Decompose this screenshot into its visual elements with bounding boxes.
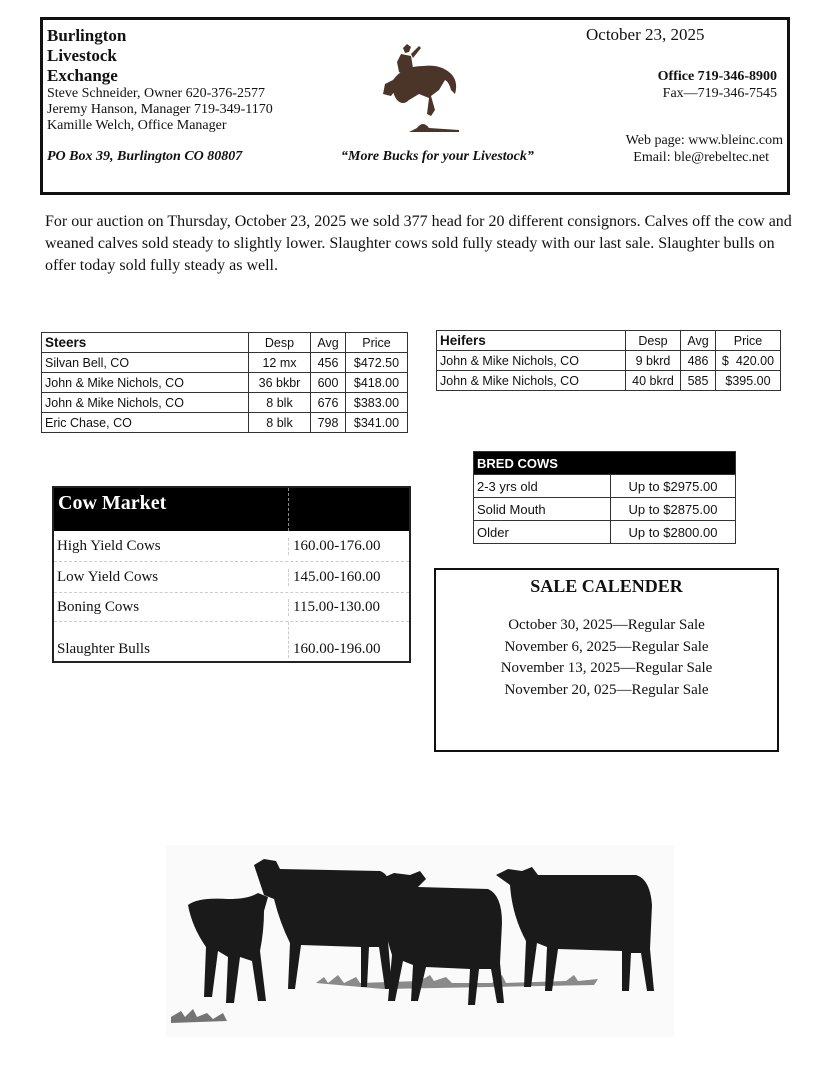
category-cell: Older xyxy=(474,521,611,544)
company-line: Exchange xyxy=(47,66,118,85)
bred-cows-table xyxy=(473,451,736,544)
price-cell: $418.00 xyxy=(346,373,408,393)
table-row xyxy=(54,592,409,621)
category-cell: Boning Cows xyxy=(54,599,289,616)
table-row xyxy=(437,371,781,391)
newsletter-date: October 23, 2025 xyxy=(586,25,705,44)
desp-cell: 36 bkbr xyxy=(249,373,311,393)
desp-cell: 8 blk xyxy=(249,413,311,433)
desp-cell: 9 bkrd xyxy=(626,351,681,371)
consignor-cell: John & Mike Nichols, CO xyxy=(42,373,249,393)
price-cell: $ 420.00 xyxy=(716,351,781,371)
category-cell: Low Yield Cows xyxy=(54,569,289,586)
avg-cell: 600 xyxy=(311,373,346,393)
table-row xyxy=(474,498,736,521)
category-cell: 2-3 yrs old xyxy=(474,475,611,498)
column-header: Steers xyxy=(42,333,249,353)
web-page-link[interactable]: Web page: www.bleinc.com xyxy=(625,133,783,148)
price-cell: Up to $2800.00 xyxy=(611,521,736,544)
table-row xyxy=(42,373,408,393)
table-header-row xyxy=(437,331,781,351)
avg-cell: 798 xyxy=(311,413,346,433)
avg-cell: 585 xyxy=(681,371,716,391)
sale-date: November 13, 2025—Regular Sale xyxy=(500,660,713,676)
table-row xyxy=(474,475,736,498)
column-header: Avg xyxy=(311,333,346,353)
consignor-cell: John & Mike Nichols, CO xyxy=(42,393,249,413)
table-row xyxy=(474,521,736,544)
consignor-cell: Silvan Bell, CO xyxy=(42,353,249,373)
sale-calendar-title: SALE CALENDER xyxy=(530,576,683,596)
price-range-cell: 160.00-196.00 xyxy=(293,641,381,657)
table-row xyxy=(42,413,408,433)
column-header: Avg xyxy=(681,331,716,351)
category-cell: Slaughter Bulls xyxy=(54,622,289,658)
avg-cell: 456 xyxy=(311,353,346,373)
office-phone: Office 719-346-8900 xyxy=(657,69,777,84)
email-link[interactable]: Email: ble@rebeltec.net xyxy=(633,150,769,165)
sale-calendar-box xyxy=(434,568,779,752)
cow-market-title: Cow Market xyxy=(54,488,289,531)
table-row xyxy=(42,353,408,373)
heifers-table xyxy=(436,330,781,391)
table-row xyxy=(54,621,409,661)
steers-table xyxy=(41,332,408,433)
cow-market-table xyxy=(52,486,411,663)
table-row xyxy=(42,393,408,413)
sale-date: November 20, 025—Regular Sale xyxy=(504,681,709,698)
category-cell: High Yield Cows xyxy=(54,538,289,555)
column-header: Price xyxy=(716,331,781,351)
consignor-cell: John & Mike Nichols, CO xyxy=(437,351,626,371)
black-calves-illustration-icon xyxy=(166,845,674,1037)
price-range-cell: 145.00-160.00 xyxy=(293,568,381,585)
sale-date: October 30, 2025—Regular Sale xyxy=(508,617,705,633)
table-header-row xyxy=(42,333,408,353)
sale-date: November 6, 2025—Regular Sale xyxy=(504,638,709,655)
price-cell: $395.00 xyxy=(716,371,781,391)
sale-summary-paragraph: For our auction on Thursday, October 23, 2025 we sold 377 head for 20 different consignors. Calves off the cow and weaned calves sold steady to slightly lower. Slaughter cows sold fully steady with our last sale. Slaughter bulls on offer today sold fully steady as well. xyxy=(45,213,792,274)
price-range-cell: 115.00-130.00 xyxy=(293,598,380,615)
category-cell: Solid Mouth xyxy=(474,498,611,521)
table-row xyxy=(54,531,409,561)
company-name xyxy=(47,26,126,86)
table-row xyxy=(54,561,409,592)
column-header: Price xyxy=(346,333,408,353)
bronc-rider-logo-icon xyxy=(373,40,463,135)
avg-cell: 486 xyxy=(681,351,716,371)
desp-cell: 8 blk xyxy=(249,393,311,413)
price-cell: $383.00 xyxy=(346,393,408,413)
cow-market-header xyxy=(54,488,409,531)
table-header-row xyxy=(474,452,736,475)
company-line: Livestock xyxy=(47,46,117,65)
desp-cell: 12 mx xyxy=(249,353,311,373)
consignor-cell: Eric Chase, CO xyxy=(42,413,249,433)
contact-owner: Steve Schneider, Owner 620-376-2577 xyxy=(47,86,265,101)
bred-cows-title: BRED COWS xyxy=(474,452,736,475)
price-cell: $472.50 xyxy=(346,353,408,373)
price-cell: $341.00 xyxy=(346,413,408,433)
slogan: “More Bucks for your Livestock” xyxy=(341,149,534,164)
header-box xyxy=(40,17,790,195)
price-cell: Up to $2975.00 xyxy=(611,475,736,498)
table-row xyxy=(437,351,781,371)
contact-office-manager: Kamille Welch, Office Manager xyxy=(47,118,227,133)
column-header: Desp xyxy=(249,333,311,353)
price-cell: Up to $2875.00 xyxy=(611,498,736,521)
contact-manager: Jeremy Hanson, Manager 719-349-1170 xyxy=(47,102,273,117)
price-range-cell: 160.00-176.00 xyxy=(293,537,381,554)
company-line: Burlington xyxy=(47,26,127,45)
fax-number: Fax—719-346-7545 xyxy=(662,86,777,101)
column-header: Desp xyxy=(626,331,681,351)
column-header: Heifers xyxy=(437,331,626,351)
avg-cell: 676 xyxy=(311,393,346,413)
desp-cell: 40 bkrd xyxy=(626,371,681,391)
po-box: PO Box 39, Burlington CO 80807 xyxy=(47,149,243,164)
contact-list xyxy=(47,86,273,134)
consignor-cell: John & Mike Nichols, CO xyxy=(437,371,626,391)
